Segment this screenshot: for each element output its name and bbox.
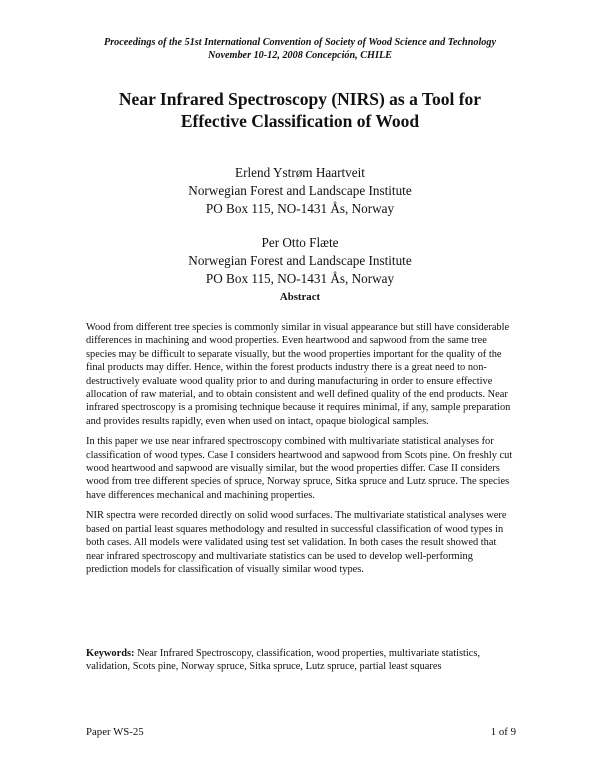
paper-id: Paper WS-25 [86, 726, 144, 738]
title-line-1: Near Infrared Spectroscopy (NIRS) as a Tool for [118, 89, 482, 109]
abstract-paragraph: In this paper we use near infrared spectroscopy combined with multivariate statistical analyses for classification of wood types. Case I considers heartwood and sapwood from Scots pine. On freshly cut wood heartwood and sapwood are visually similar, but the wood properties differ. Case II considers wood from tree different species of spruce, Norway spruce, Sitka spruce and Lutz spruce. The species have differences mechanical and machining properties. [86, 436, 513, 501]
author-address: PO Box 115, NO-1431 Ås, Norway [205, 201, 395, 216]
author-address: PO Box 115, NO-1431 Ås, Norway [205, 271, 395, 286]
proceedings-header [0, 36, 600, 62]
header-line-1: Proceedings of the 51st International Convention of Society of Wood Science and Technology [103, 37, 497, 48]
header-line-2: November 10-12, 2008 Concepción, CHILE [208, 50, 392, 61]
abstract-body [86, 321, 516, 583]
author-name: Erlend Ystrøm Haartveit [235, 165, 365, 180]
author-list [0, 164, 600, 288]
abstract-heading: Abstract [279, 291, 321, 303]
abstract-paragraph: NIR spectra were recorded directly on solid wood surfaces. The multivariate statistical analyses were based on partial least squares methodology and resulted in successful classification of wood types in both cases. All models were validated using test set validation. In both cases the result showed that near infrared spectroscopy and multivariate statistics can be used to develop well-performing prediction models for classification of visually similar wood types. [86, 510, 507, 575]
author-name: Per Otto Flæte [261, 235, 339, 250]
author-affiliation: Norwegian Forest and Landscape Institute [188, 253, 412, 268]
author-1 [0, 164, 600, 218]
paper-title [0, 88, 600, 132]
author-affiliation: Norwegian Forest and Landscape Institute [188, 183, 412, 198]
page-number: 1 of 9 [490, 726, 516, 738]
author-2 [0, 234, 600, 288]
title-line-2: Effective Classification of Wood [180, 111, 420, 131]
keywords-text: Near Infrared Spectroscopy, classification, wood properties, multivariate statistics, validation, Scots pine, Norway spruce, Sitka spruce, Lutz spruce, partial least squares [86, 648, 481, 673]
abstract-paragraph: Wood from different tree species is commonly similar in visual appearance but still have considerable differences in machining and wood properties. Even heartwood and sapwood from the same tree species may be difficult to separate visually, but the wood properties important for the quality of the final products may differ. Hence, within the forest products industry there is a great need to non-destructively evaluate wood quality prior to and during manufacturing in order to ensure effective allocation of raw material, and to obtain consistent and well defined quality of the end products. Near infrared spectroscopy is a promising technique because it requires minimal, if any, sample preparation and provides results rapidly, even when used on intact, opaque biological samples. [86, 322, 511, 427]
keywords [86, 647, 516, 674]
keywords-label: Keywords: [86, 648, 135, 659]
